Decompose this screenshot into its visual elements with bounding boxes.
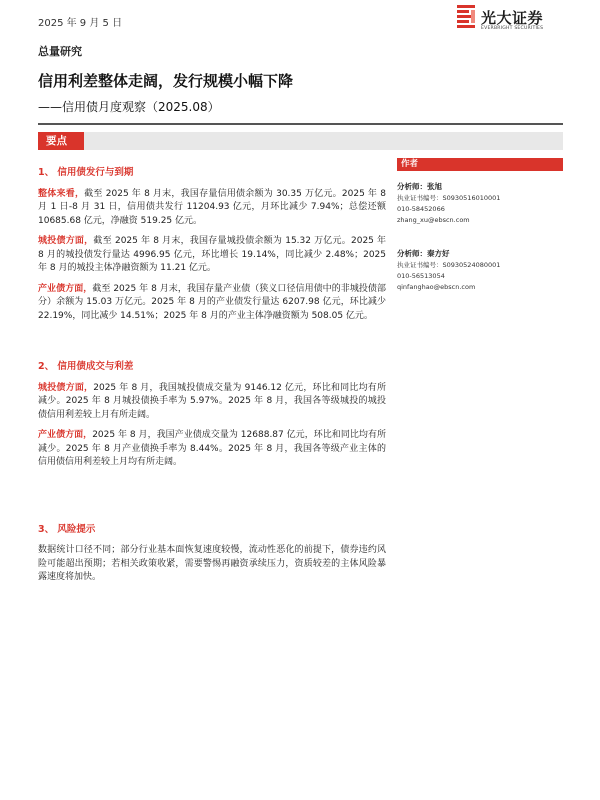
- paragraph-text: 2025 年 8 月，我国城投债成交量为 9146.12 亿元，环比和同比均有所减少。2025 年 8 月城投债换手率为 5.97%。2025 年 8 月，我国各等级城投的城投债信用利差较上月有所走阔。: [38, 382, 386, 420]
- paragraph: [38, 235, 386, 276]
- paragraph-lead: 产业债方面，: [38, 430, 93, 440]
- everbright-logo-icon: [455, 4, 477, 32]
- analyst-email[interactable]: zhang_xu@ebscn.com: [397, 216, 470, 224]
- report-category: 总量研究: [38, 45, 82, 58]
- paragraph-text: 截至 2025 年 8 月末，我国存量城投债余额为 15.32 万亿元。2025 年 8 月的城投债发行量达 4996.95 亿元，环比增长 19.14%，同比减少 2.48%；2025 年 8 月的城投主体净融资额为 11.21 亿元。: [38, 236, 386, 273]
- paragraph-text: 截至 2025 年 8 月末，我国存量信用债余额为 30.35 万亿元。2025 年 8 月 1 日-8 月 31 日，信用债共发行 11204.93 亿元，月环比减少 7.94%；总偿还额 10685.68 亿元，净融资 519.25 亿元。: [38, 188, 386, 226]
- paragraph: [38, 283, 386, 324]
- analyst-card: [397, 181, 563, 226]
- section-heading: 1、 信用债发行与到期: [38, 167, 134, 178]
- paragraph: [38, 188, 386, 229]
- logo-name-en: EVERBRIGHT SECURITIES: [481, 26, 544, 31]
- report-date: 2025 年 9 月 5 日: [38, 18, 123, 29]
- summary-content: [38, 158, 386, 592]
- analyst-license: 执业证书编号：S0930516010001: [397, 194, 501, 202]
- paragraph-lead: 整体来看，: [38, 188, 85, 199]
- author-sidebar: [397, 158, 563, 293]
- report-title: 信用利差整体走阔，发行规模小幅下降: [38, 72, 294, 90]
- report-subtitle: ——信用债月度观察（2025.08）: [38, 100, 220, 114]
- section-heading: 3、 风险提示: [38, 523, 96, 535]
- analyst-license: 执业证书编号：S0930524080001: [397, 261, 501, 269]
- logo-name-cn: 光大证券: [481, 9, 544, 27]
- title-divider: [38, 123, 563, 125]
- paragraph: [38, 544, 386, 585]
- summary-bar: [38, 132, 563, 150]
- paragraph: [38, 382, 386, 423]
- paragraph: [38, 429, 386, 470]
- paragraph-lead: 城投债方面，: [38, 236, 94, 246]
- summary-label: 要点: [38, 132, 84, 150]
- everbright-logo: [455, 4, 575, 36]
- paragraph-text: 数据统计口径不同；部分行业基本面恢复速度较慢，流动性恶化的前提下，债券违约风险可能超出预期；若相关政策收紧，需要警惕再融资承续压力，资质较差的主体风险暴露速度将加快。: [38, 545, 386, 582]
- paragraph-text: 2025 年 8 月，我国产业债成交量为 12688.87 亿元，环比和同比均有所减少。2025 年 8 月产业债换手率为 8.44%。2025 年 8 月，我国各等级产业主体的信用债信用利差较上月均有所走阔。: [38, 430, 386, 467]
- analyst-name: 分析师：张旭: [397, 182, 442, 191]
- analyst-name: 分析师：秦方好: [397, 249, 450, 258]
- analyst-phone: 010-58452066: [397, 205, 445, 213]
- author-label: 作者: [397, 158, 563, 171]
- analyst-phone: 010-56513054: [397, 272, 445, 280]
- analyst-card: [397, 248, 563, 293]
- paragraph-lead: 城投债方面，: [38, 382, 94, 393]
- paragraph-text: 截至 2025 年 8 月末，我国存量产业债（狭义口径信用债中的非城投债部分）余额为 15.03 万亿元。2025 年 8 月的产业债发行量达 6207.98 亿元，环比减少 22.19%，同比减少 14.51%；2025 年 8 月的产业主体净融资额为 508.05 亿元。: [38, 283, 386, 321]
- paragraph-lead: 产业债方面，: [38, 283, 93, 294]
- analyst-email[interactable]: qinfanghao@ebscn.com: [397, 283, 476, 291]
- section-heading: 2、 信用债成交与利差: [38, 361, 134, 372]
